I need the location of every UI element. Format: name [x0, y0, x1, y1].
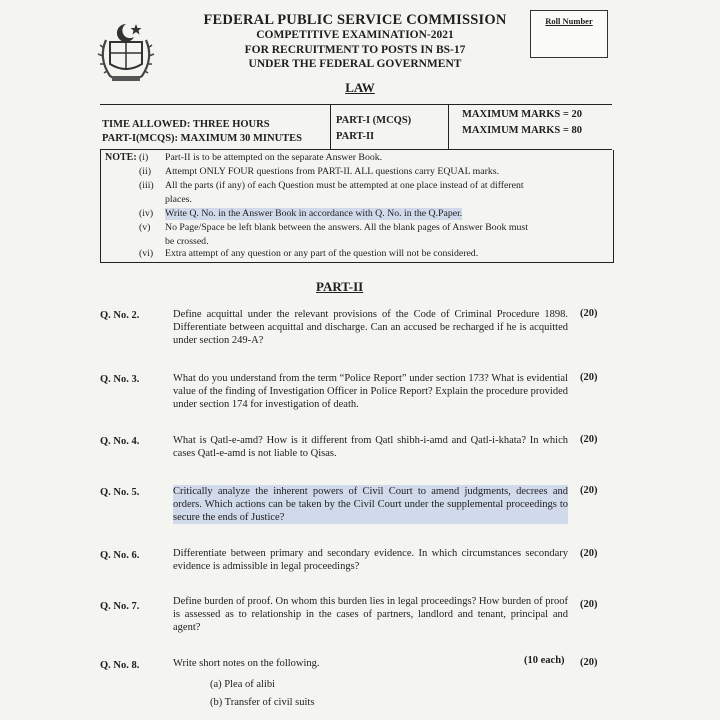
subpart-item: (b) Transfer of civil suits	[210, 697, 315, 708]
commission-title: FEDERAL PUBLIC SERVICE COMMISSION	[203, 12, 507, 28]
question-text: Write short notes on the following.	[173, 658, 320, 669]
roll-number-box[interactable]	[530, 10, 608, 58]
question-marks: (20)	[580, 599, 598, 610]
note-text: be crossed.	[165, 236, 209, 247]
table-divider	[448, 105, 449, 149]
government-line: UNDER THE FEDERAL GOVERNMENT	[248, 58, 462, 70]
instructions-box	[100, 150, 614, 263]
exam-info-table	[100, 104, 612, 150]
question-marks: (20)	[580, 548, 598, 559]
question-text: What is Qatl-e-amd? How is it different from Qatl shibh-i-amd and Qatl-i-khata? In which cases Qatl-e-amd is not liable to Qisas.	[173, 435, 568, 459]
part2-label: PART-II	[336, 131, 375, 142]
note-number: (i)	[139, 152, 149, 163]
note-number: (v)	[139, 222, 151, 233]
question-number: Q. No. 3.	[100, 374, 140, 385]
note-text: No Page/Space be left blank between the answers. All the blank pages of Answer Book must	[165, 222, 528, 233]
note-text: Attempt ONLY FOUR questions from PART-II. ALL questions carry EQUAL marks.	[165, 166, 500, 177]
note-text: All the parts (if any) of each Question must be attempted at one place instead of at different	[165, 180, 524, 191]
question-number: Q. No. 4.	[100, 436, 140, 447]
question-number: Q. No. 8.	[100, 660, 140, 671]
note-text: places.	[165, 194, 192, 205]
question-marks: (20)	[580, 308, 598, 319]
subpart-item: (a) Plea of alibi	[210, 679, 276, 690]
question-number: Q. No. 7.	[100, 601, 140, 612]
note-text: Part-II is to be attempted on the separate Answer Book.	[165, 152, 383, 163]
mcq-time: PART-I(MCQS): MAXIMUM 30 MINUTES	[102, 133, 302, 144]
question-number: Q. No. 2.	[100, 310, 140, 321]
note-label: NOTE:	[105, 152, 137, 163]
question-number: Q. No. 6.	[100, 550, 140, 561]
question-number: Q. No. 5.	[100, 487, 140, 498]
question-text: What do you understand from the term “Police Report” under section 173? What is evidential value of the finding of Investigation Officer in Police Report? Explain the procedure provided under section 174 for investigation of death.	[173, 373, 568, 410]
exam-title: COMPETITIVE EXAMINATION-2021	[256, 29, 454, 41]
question-marks: (20)	[580, 657, 598, 668]
table-divider	[330, 105, 331, 149]
max-marks-part1: MAXIMUM MARKS = 20	[462, 109, 583, 120]
recruitment-line: FOR RECRUITMENT TO POSTS IN BS-17	[244, 44, 466, 56]
time-allowed: TIME ALLOWED: THREE HOURS	[102, 119, 270, 130]
question-marks: (20)	[580, 434, 598, 445]
note-number: (ii)	[139, 166, 151, 177]
question-marks: (20)	[580, 485, 598, 496]
question-text: Critically analyze the inherent powers of Civil Court to amend judgments, decrees and orders. Which actions can be taken by the Civil Court under the supplemental proceedings to secure the ends of Justice?	[173, 486, 568, 523]
note-text: Write Q. No. in the Answer Book in accordance with Q. No. in the Q.Paper.	[165, 208, 463, 219]
question-text: Define acquittal under the relevant provisions of the Code of Criminal Procedure 1898. Differentiate between acquittal and discharge. Can an accused be recharged if he is acquitted under section 249-A?	[173, 309, 568, 346]
roll-number-label: Roll Number	[545, 16, 593, 26]
marks-each: (10 each)	[524, 655, 565, 666]
note-number: (iii)	[139, 180, 154, 191]
max-marks-part2: MAXIMUM MARKS = 80	[462, 125, 583, 136]
government-emblem-icon	[96, 18, 156, 84]
note-number: (vi)	[139, 248, 154, 259]
part-title: PART-II	[316, 279, 364, 294]
question-text: Differentiate between primary and secondary evidence. In which circumstances secondary evidence is admissible in legal proceedings?	[173, 548, 568, 572]
part1-label: PART-I (MCQS)	[336, 115, 412, 126]
question-text: Define burden of proof. On whom this burden lies in legal proceedings? How burden of proof is assessed as to relationship in the cases of partners, landlord and tenant, principal and agent?	[173, 596, 568, 633]
question-marks: (20)	[580, 372, 598, 383]
note-number: (iv)	[139, 208, 154, 219]
subject-title: LAW	[345, 80, 375, 95]
note-text: Extra attempt of any question or any part of the question will not be considered.	[165, 248, 479, 259]
